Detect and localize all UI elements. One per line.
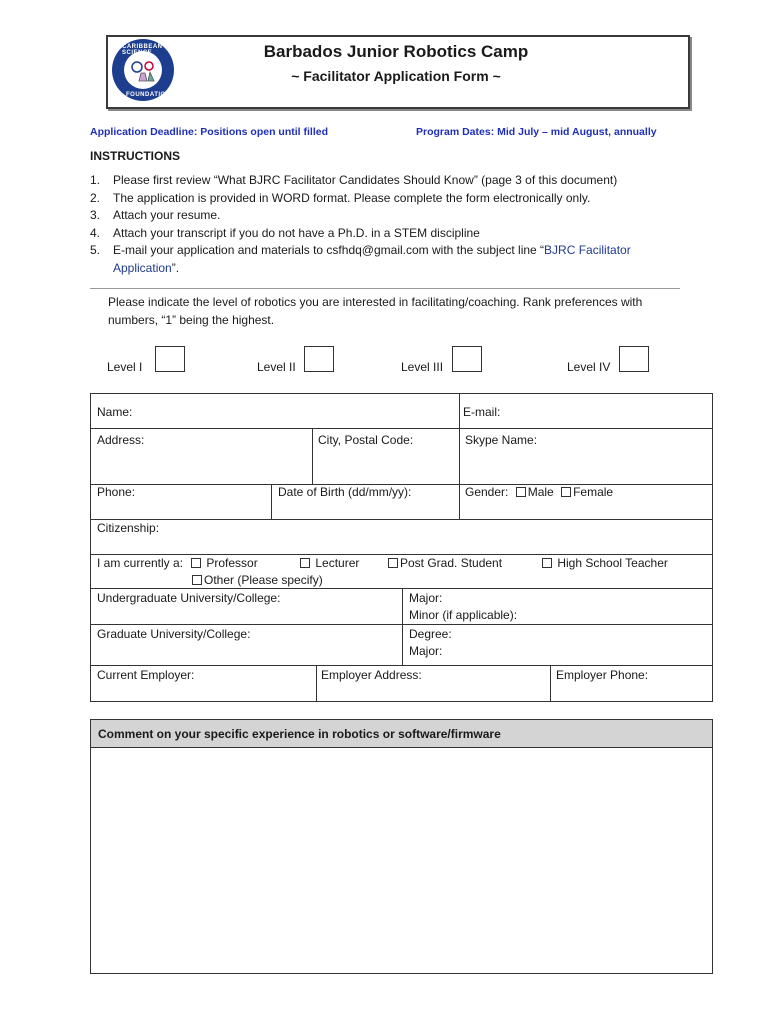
female-label: Female [573,485,614,499]
high-school-teacher-checkbox[interactable] [542,558,552,568]
comment-box [90,719,713,974]
instruction-item: 4. Attach your transcript if you do not have a Ph.D. in a STEM discipline [90,225,690,243]
comment-heading: Comment on your specific experience in robotics or software/firmware [98,727,501,741]
post-grad-checkbox[interactable] [388,558,398,568]
instructions-heading: INSTRUCTIONS [90,149,180,163]
citizenship-field[interactable]: Citizenship: [97,521,160,535]
minor-field[interactable]: Minor (if applicable): [409,608,518,622]
comment-header [91,720,712,748]
instruction-item: 3. Attach your resume. [90,207,690,225]
grad-major-field[interactable]: Major: [409,644,443,658]
dob-field[interactable]: Date of Birth (dd/mm/yy): [278,485,412,499]
employer-phone-field[interactable]: Employer Phone: [556,668,649,682]
instruction-text: The application is provided in WORD format. Please complete the form electronically only. [113,190,591,205]
level-4-label: Level IV [567,360,611,374]
male-checkbox[interactable] [516,487,526,497]
level-1-label: Level I [107,360,143,374]
level-2-rank-input[interactable] [304,346,334,372]
email-field[interactable]: E-mail: [463,405,501,419]
current-employer-field[interactable]: Current Employer: [97,668,195,682]
instruction-item: 5. E-mail your application and materials to csfhdq@gmail.com with the subject line “BJRC Facilitator Application”. [90,242,690,277]
degree-field[interactable]: Degree: [409,627,452,641]
lecturer-checkbox[interactable] [300,558,310,568]
page-title: Barbados Junior Robotics Camp [263,42,529,61]
level-1-rank-input[interactable] [155,346,185,372]
phone-field[interactable]: Phone: [97,485,136,499]
program-dates: Program Dates: Mid July – mid August, annually [416,126,657,138]
undergrad-university-field[interactable]: Undergraduate University/College: [97,591,281,605]
employer-address-field[interactable]: Employer Address: [321,668,422,682]
instruction-text: E-mail your application and materials to csfhdq@gmail.com with the subject line “BJRC Facilitator Application”. [113,243,631,275]
currently-label: I am currently a: [97,556,184,570]
application-form-table [90,393,713,702]
rank-prompt: Please indicate the level of robotics you are interested in facilitating/coaching. Rank preferences with numbers, “1” being the highest. [108,295,643,327]
gender-field: Gender: Male Female [465,485,614,499]
level-3-rank-input[interactable] [452,346,482,372]
professor-checkbox[interactable] [191,558,201,568]
professor-label: Professor [206,556,258,570]
level-3-label: Level III [401,360,444,374]
city-postal-field[interactable]: City, Postal Code: [318,433,414,447]
page-subtitle: ~ Facilitator Application Form ~ [291,68,501,84]
level-4-rank-input[interactable] [619,346,649,372]
logo-text-bottom: FOUNDATION [126,92,171,98]
level-2-label: Level II [257,360,296,374]
instruction-text: Attach your transcript if you do not have a Ph.D. in a STEM discipline [113,225,480,240]
lecturer-label: Lecturer [315,556,360,570]
post-grad-label: Post Grad. Student [400,556,503,570]
male-label: Male [527,485,554,499]
subject-line-link: BJRC Facilitator Application [113,243,631,275]
high-school-teacher-label: High School Teacher [557,556,668,570]
address-field[interactable]: Address: [97,433,145,447]
skype-field[interactable]: Skype Name: [465,433,538,447]
application-deadline: Application Deadline: Positions open until filled [90,126,329,138]
other-label: Other (Please specify) [204,573,323,587]
instructions-list [90,172,690,277]
logo-text-top: CARIBBEAN SCIENCE [122,44,163,56]
instruction-item: 1. Please first review “What BJRC Facilitator Candidates Should Know” (page 3 of this document) [90,172,690,190]
divider [90,288,680,289]
instruction-item: 2. The application is provided in WORD format. Please complete the form electronically only. [90,190,690,208]
comment-textarea[interactable] [91,748,712,973]
instruction-text: Attach your resume. [113,208,221,222]
name-field[interactable]: Name: [97,405,133,419]
grad-university-field[interactable]: Graduate University/College: [97,627,251,641]
other-checkbox[interactable] [192,575,202,585]
female-checkbox[interactable] [561,487,571,497]
instruction-text: Please first review “What BJRC Facilitator Candidates Should Know” (page 3 of this document) [113,173,618,187]
major-field[interactable]: Major: [409,591,443,605]
